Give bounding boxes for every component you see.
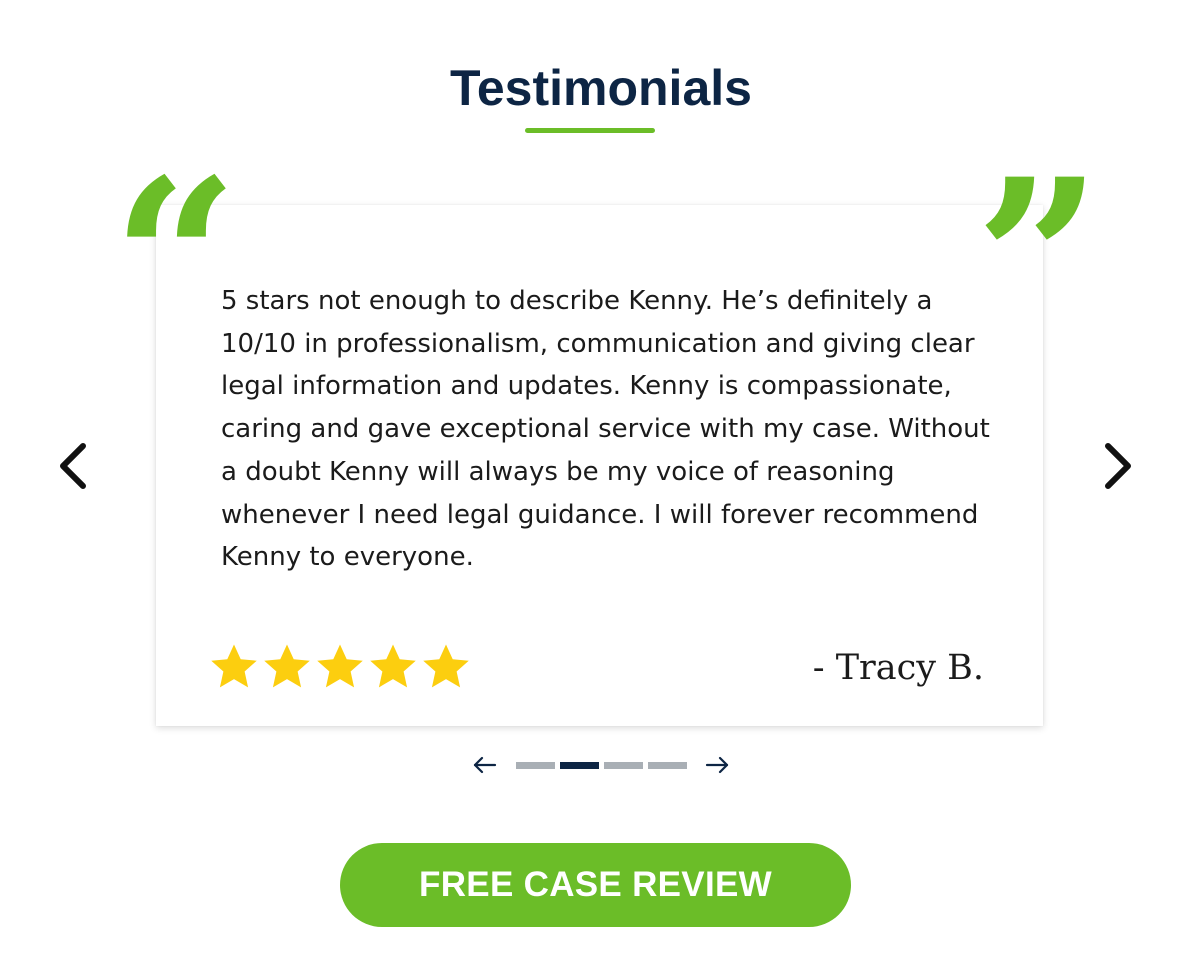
star-icon — [314, 641, 366, 693]
close-quote-icon: ” — [975, 130, 1102, 389]
pagination-dot[interactable] — [604, 762, 643, 769]
title-underline — [525, 128, 655, 133]
carousel-pagination — [470, 752, 732, 778]
chevron-left-icon[interactable] — [53, 438, 93, 494]
star-rating — [208, 641, 472, 693]
section-title: Testimonials — [450, 60, 752, 116]
star-icon — [367, 641, 419, 693]
star-icon — [261, 641, 313, 693]
arrow-right-icon[interactable] — [702, 752, 732, 778]
free-case-review-button[interactable]: FREE CASE REVIEW — [340, 843, 851, 927]
pagination-dot[interactable] — [560, 762, 599, 769]
pagination-dot[interactable] — [516, 762, 555, 769]
pagination-dot[interactable] — [648, 762, 687, 769]
arrow-left-icon[interactable] — [470, 752, 500, 778]
testimonial-author: - Tracy B. — [812, 648, 984, 688]
open-quote-icon: “ — [112, 130, 239, 389]
testimonial-text: 5 stars not enough to describe Kenny. He’s definitely a 10/10 in professionalism, communication and giving clear legal information and updates. Kenny is compassionate, caring and gave exceptional service with my case. Without a doubt Kenny will always be my voice of reasoning whenever I need legal guidance. I will forever recommend Kenny to everyone. — [221, 286, 990, 573]
star-icon — [420, 641, 472, 693]
chevron-right-icon[interactable] — [1098, 438, 1138, 494]
star-icon — [208, 641, 260, 693]
